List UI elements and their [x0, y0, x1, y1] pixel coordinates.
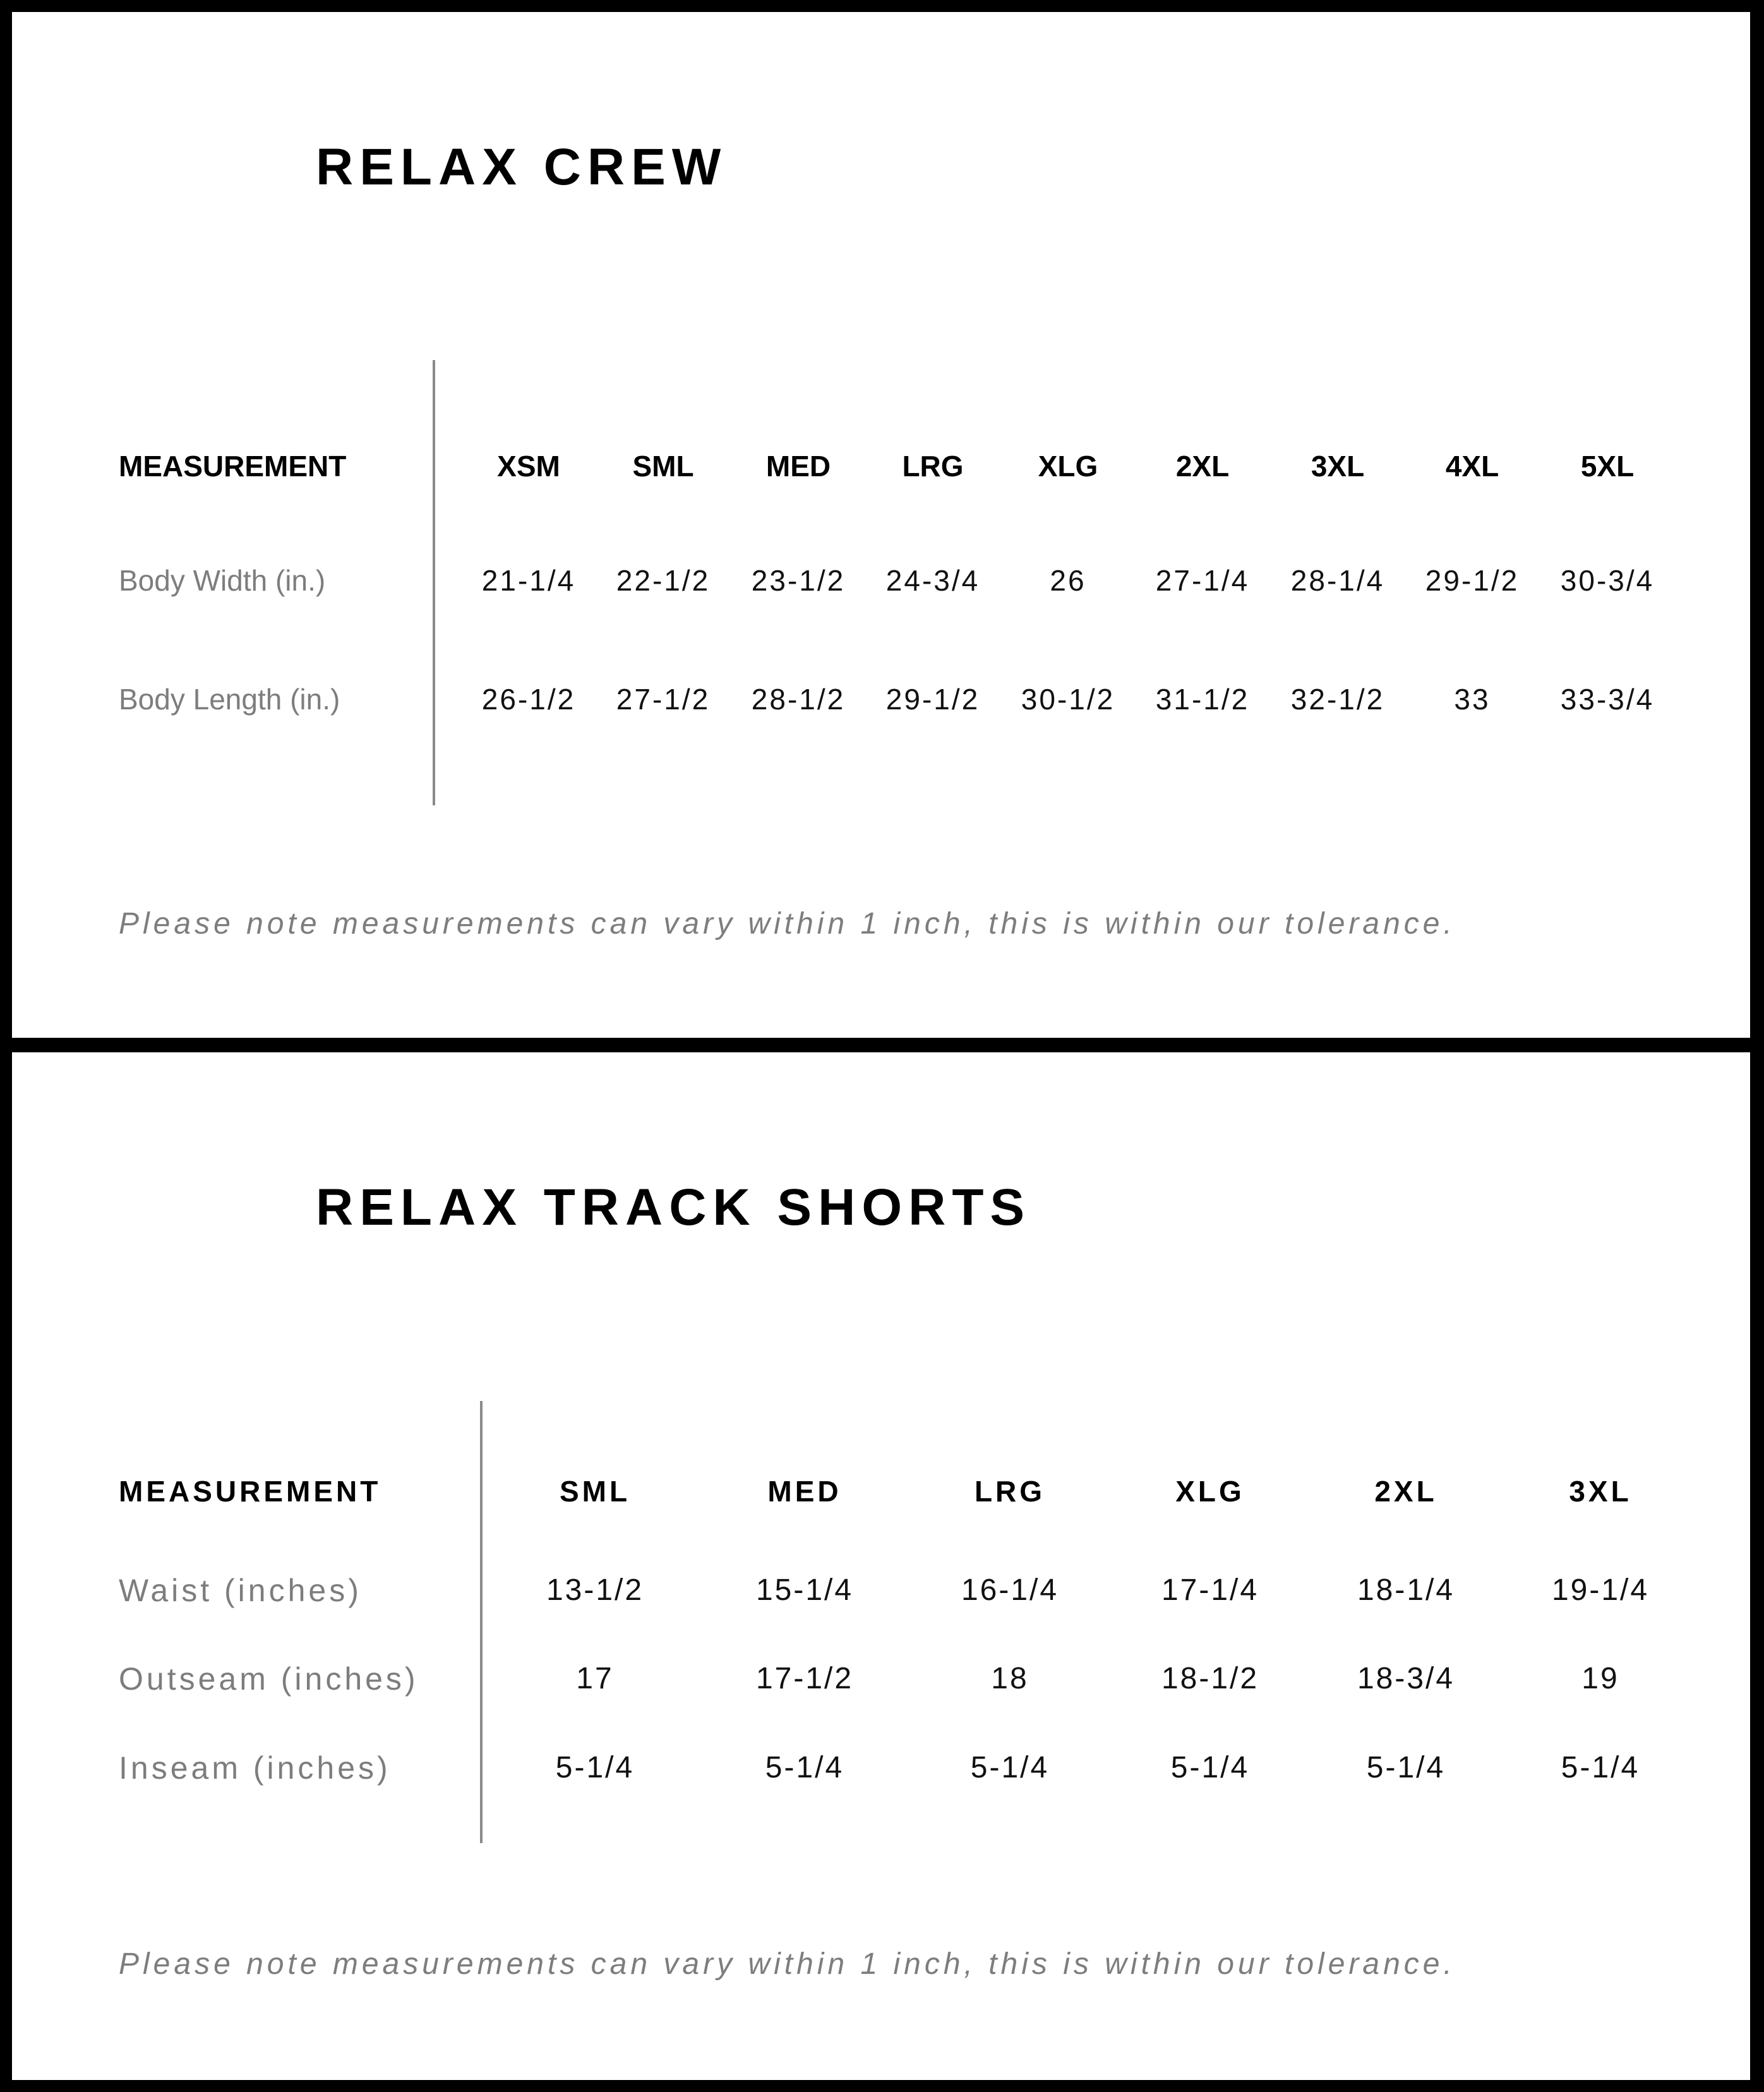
shorts-size-header: XLG — [1175, 1475, 1245, 1508]
crew-cell: 30-3/4 — [1560, 564, 1655, 597]
crew-cell: 29-1/2 — [885, 683, 980, 716]
relax-crew-panel — [12, 12, 1750, 1038]
shorts-cell: 18-1/2 — [1161, 1662, 1259, 1695]
crew-cell: 28-1/2 — [751, 683, 846, 716]
crew-size-header: 2XL — [1175, 450, 1230, 483]
crew-row-label: Body Length (in.) — [119, 683, 340, 716]
crew-size-header: SML — [632, 450, 694, 483]
crew-title: RELAX CREW — [316, 138, 728, 196]
crew-measurement-header: MEASUREMENT — [119, 450, 347, 483]
crew-size-header: MED — [765, 450, 831, 483]
crew-cell: 26-1/2 — [481, 683, 576, 716]
shorts-size-header: 3XL — [1569, 1475, 1632, 1508]
shorts-cell: 18-3/4 — [1357, 1662, 1455, 1695]
shorts-cell: 5-1/4 — [970, 1751, 1050, 1784]
shorts-cell: 17-1/4 — [1161, 1573, 1259, 1607]
relax-track-shorts-panel — [12, 1052, 1750, 2080]
crew-cell: 30-1/2 — [1021, 683, 1115, 716]
crew-size-header: LRG — [902, 450, 964, 483]
shorts-row-label: Waist (inches) — [119, 1573, 362, 1608]
shorts-cell: 5-1/4 — [1366, 1751, 1446, 1784]
shorts-cell: 5-1/4 — [555, 1751, 635, 1784]
crew-cell: 31-1/2 — [1155, 683, 1250, 716]
shorts-cell: 17 — [576, 1662, 614, 1695]
shorts-cell: 15-1/4 — [755, 1573, 854, 1607]
shorts-size-header: LRG — [974, 1475, 1046, 1508]
shorts-cell: 13-1/2 — [546, 1573, 644, 1607]
shorts-cell: 19 — [1581, 1662, 1619, 1695]
shorts-cell: 5-1/4 — [1170, 1751, 1250, 1784]
crew-size-header: 4XL — [1445, 450, 1499, 483]
shorts-cell: 17-1/2 — [755, 1662, 854, 1695]
crew-cell: 32-1/2 — [1290, 683, 1385, 716]
shorts-cell: 5-1/4 — [1561, 1751, 1640, 1784]
crew-size-header: 5XL — [1580, 450, 1635, 483]
shorts-measurement-header: MEASUREMENT — [119, 1475, 381, 1508]
shorts-tolerance-note: Please note measurements can vary within 1 inch, this is within our tolerance. — [119, 1947, 1456, 1981]
shorts-cell: 5-1/4 — [765, 1751, 844, 1784]
crew-table-divider — [433, 360, 435, 805]
shorts-cell: 18-1/4 — [1357, 1573, 1455, 1607]
crew-cell: 27-1/4 — [1155, 564, 1250, 597]
crew-size-header: XSM — [497, 450, 560, 483]
shorts-size-header: MED — [767, 1475, 842, 1508]
crew-size-header: 3XL — [1311, 450, 1365, 483]
shorts-cell: 19-1/4 — [1551, 1573, 1650, 1607]
shorts-cell: 16-1/4 — [961, 1573, 1059, 1607]
shorts-table-divider — [480, 1401, 483, 1843]
crew-cell: 23-1/2 — [751, 564, 846, 597]
crew-cell: 26 — [1050, 564, 1086, 597]
crew-cell: 24-3/4 — [885, 564, 980, 597]
crew-cell: 29-1/2 — [1425, 564, 1520, 597]
shorts-row-label: Inseam (inches) — [119, 1750, 391, 1786]
shorts-title: RELAX TRACK SHORTS — [316, 1179, 1031, 1236]
crew-size-header: XLG — [1038, 450, 1098, 483]
crew-cell: 33-3/4 — [1560, 683, 1655, 716]
shorts-cell: 18 — [991, 1662, 1029, 1695]
shorts-row-label: Outseam (inches) — [119, 1661, 419, 1697]
crew-cell: 33 — [1454, 683, 1491, 716]
crew-cell: 22-1/2 — [616, 564, 711, 597]
shorts-size-header: 2XL — [1374, 1475, 1437, 1508]
crew-cell: 27-1/2 — [616, 683, 711, 716]
crew-row-label: Body Width (in.) — [119, 564, 326, 597]
crew-tolerance-note: Please note measurements can vary within 1 inch, this is within our tolerance. — [119, 907, 1456, 941]
shorts-size-header: SML — [559, 1475, 631, 1508]
crew-cell: 21-1/4 — [481, 564, 576, 597]
crew-cell: 28-1/4 — [1290, 564, 1385, 597]
